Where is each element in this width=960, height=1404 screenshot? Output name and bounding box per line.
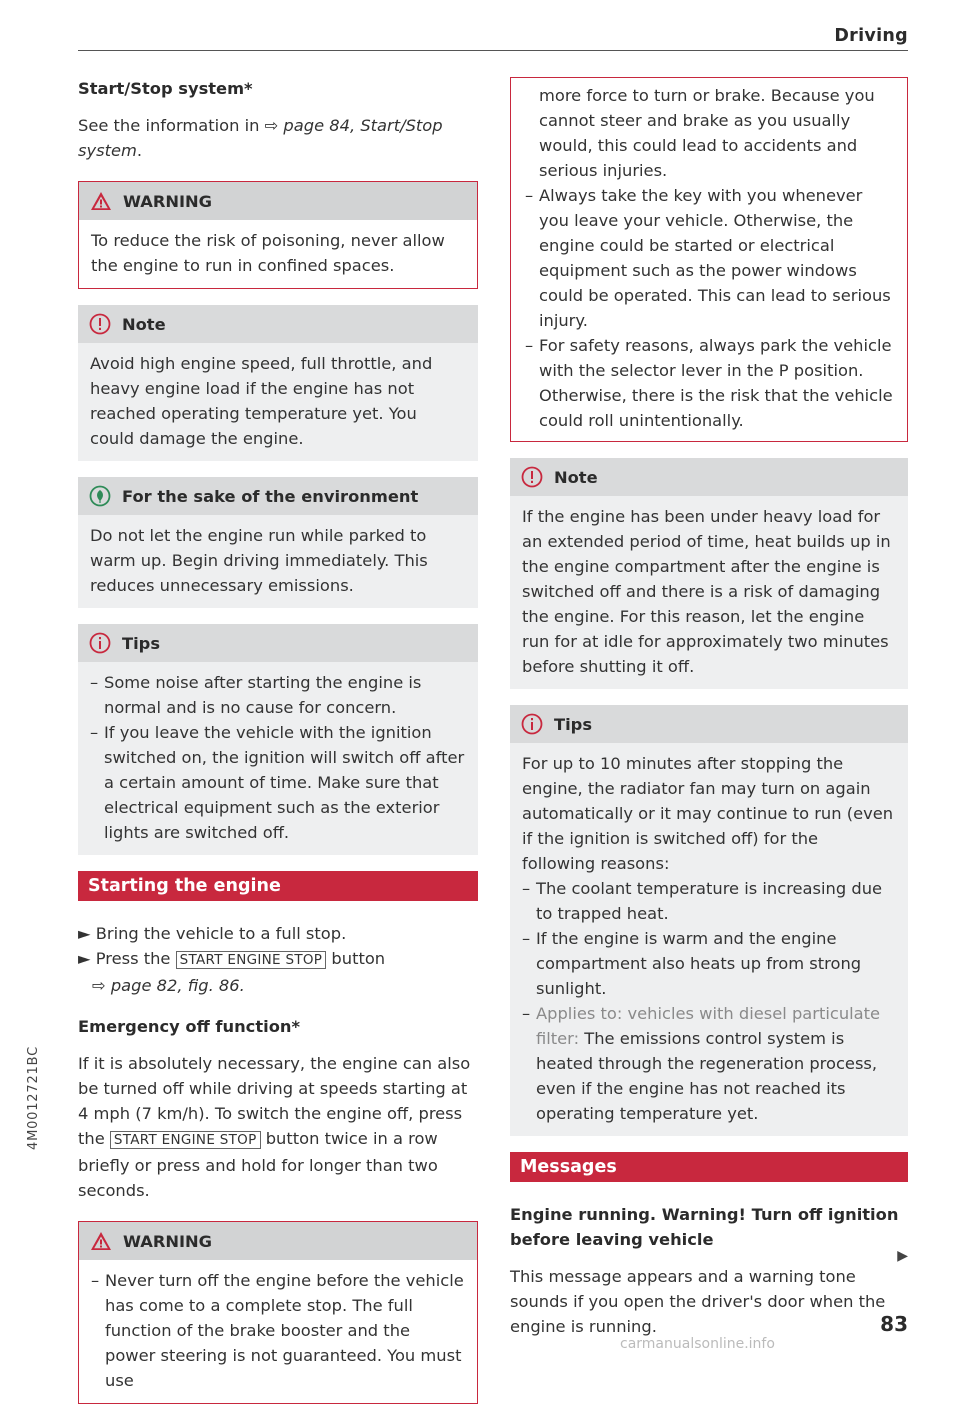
section-title: Driving: [834, 26, 908, 46]
startstop-page-ref[interactable]: ⇨ page 84, Start/Stop system: [78, 116, 443, 160]
step-2: ► Press the START ENGINE STOP button: [78, 949, 386, 968]
startstop-text-post: .: [136, 141, 143, 160]
tips-list: [90, 670, 466, 845]
warning-header: [79, 1222, 477, 1260]
list-item: – Never turn off the engine before the vehicle has come to a complete stop. The full function of the brake booster and the power steering is not guaranteed. You must use: [91, 1268, 465, 1393]
document-code: 4M0012721BC: [26, 1046, 41, 1150]
header-rule: [78, 50, 908, 51]
note-title: Note: [554, 467, 598, 487]
note-box-2: [510, 458, 908, 689]
list-item: – For safety reasons, always park the vehicle with the selector lever in the P position. Otherwise, there is the risk that the vehicle could roll unintentionally.: [525, 333, 893, 433]
environment-text: Do not let the engine run while parked to warm up. Begin driving immediately. This reduces unnecessary emissions.: [78, 515, 478, 608]
note-box-1: [78, 305, 478, 461]
starting-steps: [78, 921, 478, 998]
step-2-page-ref[interactable]: ⇨ page 82, fig. 86.: [92, 976, 245, 995]
environment-box: [78, 477, 478, 608]
note-text: Avoid high engine speed, full throttle, and heavy engine load if the engine has not reached operating temperature yet. You could damage the engine.: [78, 343, 478, 461]
tips-header: [78, 624, 478, 662]
warning-box-1: [78, 181, 478, 289]
start-engine-stop-button-label: START ENGINE STOP: [110, 1131, 261, 1149]
startstop-heading: Start/Stop system*: [78, 79, 253, 98]
emergency-text-pre: If it is absolutely necessary, the engine can also be turned off while driving at speeds starting at 4 mph (7 km/h). To switch the engine off, press the: [78, 1054, 471, 1148]
note-header: [78, 305, 478, 343]
warning-list: [91, 1268, 465, 1393]
note-exclamation-icon: [520, 465, 544, 489]
tips-title: Tips: [122, 633, 161, 653]
starting-engine-heading: Starting the engine: [78, 871, 478, 901]
message-title: Engine running. Warning! Turn off ignition before leaving vehicle: [510, 1205, 899, 1249]
list-item: – Always take the key with you whenever you leave your vehicle. Otherwise, the engine could be started or electrical equipment such as the power windows could be operated. This can lead to serious injury.: [525, 183, 893, 333]
page-number: 83: [880, 1312, 908, 1336]
note-header: [510, 458, 908, 496]
warning-continued-text: more force to turn or brake. Because you cannot steer and brake as you usually would, this could lead to accidents and serious injuries.: [539, 86, 875, 180]
warning-triangle-icon: [89, 1229, 113, 1253]
warning-header: [79, 182, 477, 220]
step-2-ref-line: [78, 973, 478, 998]
environment-leaf-icon: [88, 484, 112, 508]
emergency-heading: Emergency off function*: [78, 1017, 300, 1036]
list-item: – If you leave the vehicle with the ignition switched on, the ignition will switch off after a certain amount of time. Make sure that electrical equipment such as the exterior lights are switched off.: [90, 720, 466, 845]
info-icon: [520, 712, 544, 736]
note-title: Note: [122, 314, 166, 334]
applies-to-label: Applies to: vehicles with diesel particulate filter:: [536, 1004, 881, 1048]
startstop-text: [78, 113, 478, 163]
list-item-text: The emissions control system is heated through the regeneration process, even if the engine has not reached its operating temperature yet.: [536, 1029, 878, 1123]
start-engine-stop-button-label: START ENGINE STOP: [176, 951, 327, 969]
list-item: – If the engine is warm and the engine compartment also heats up from strong sunlight.: [522, 926, 896, 1001]
step-2-text-pre: Press the: [95, 949, 176, 968]
list-item: [522, 1001, 896, 1126]
warning-body: [79, 1260, 477, 1403]
step-1: ► Bring the vehicle to a full stop.: [78, 924, 347, 943]
emergency-text-post: button twice in a row briefly or press and hold for longer than two seconds.: [78, 1129, 438, 1200]
warning-triangle-icon: [89, 189, 113, 213]
environment-title: For the sake of the environment: [122, 486, 419, 506]
left-column: [78, 70, 478, 1404]
startstop-text-pre: See the information in: [78, 116, 265, 135]
warning-title: WARNING: [123, 1231, 213, 1251]
warning-continued-list: [525, 183, 893, 433]
tips-box-2: [510, 705, 908, 1136]
warning-title: WARNING: [123, 191, 213, 211]
step-1-text: Bring the vehicle to a full stop.: [95, 924, 347, 943]
continue-arrow-icon: ▶: [897, 1248, 908, 1264]
note-text: If the engine has been under heavy load for an extended period of time, heat builds up in the engine compartment after the engine is switched off and there is a risk of damaging the engine. For this reason, let the engine run for at idle for approximately two minutes before shutting it off.: [510, 496, 908, 689]
tips-body: [510, 743, 908, 1136]
note-exclamation-icon: [88, 312, 112, 336]
tips-body: [78, 662, 478, 855]
info-icon: [88, 631, 112, 655]
warning-box-2-continued: [510, 77, 908, 442]
tips-list: [522, 876, 896, 1126]
warning-box-2: [78, 1221, 478, 1404]
list-item: – Some noise after starting the engine is normal and is no cause for concern.: [90, 670, 466, 720]
right-column: [510, 77, 908, 1339]
tips-box-1: [78, 624, 478, 855]
list-item: – The coolant temperature is increasing due to trapped heat.: [522, 876, 896, 926]
tips-header: [510, 705, 908, 743]
emergency-text: [78, 1051, 478, 1203]
watermark: carmanualsonline.info: [620, 1336, 775, 1352]
step-2-text-post: button: [326, 949, 386, 968]
tips-title: Tips: [554, 714, 593, 734]
message-text: This message appears and a warning tone sounds if you open the driver's door when the engine is running.: [510, 1267, 886, 1336]
messages-heading: Messages: [510, 1152, 908, 1182]
tips-intro: For up to 10 minutes after stopping the engine, the radiator fan may turn on again automatically or it may continue to run (even if the ignition is switched off) for the following reasons:: [522, 754, 894, 873]
environment-header: [78, 477, 478, 515]
warning-text: To reduce the risk of poisoning, never allow the engine to run in confined spaces.: [79, 220, 477, 288]
